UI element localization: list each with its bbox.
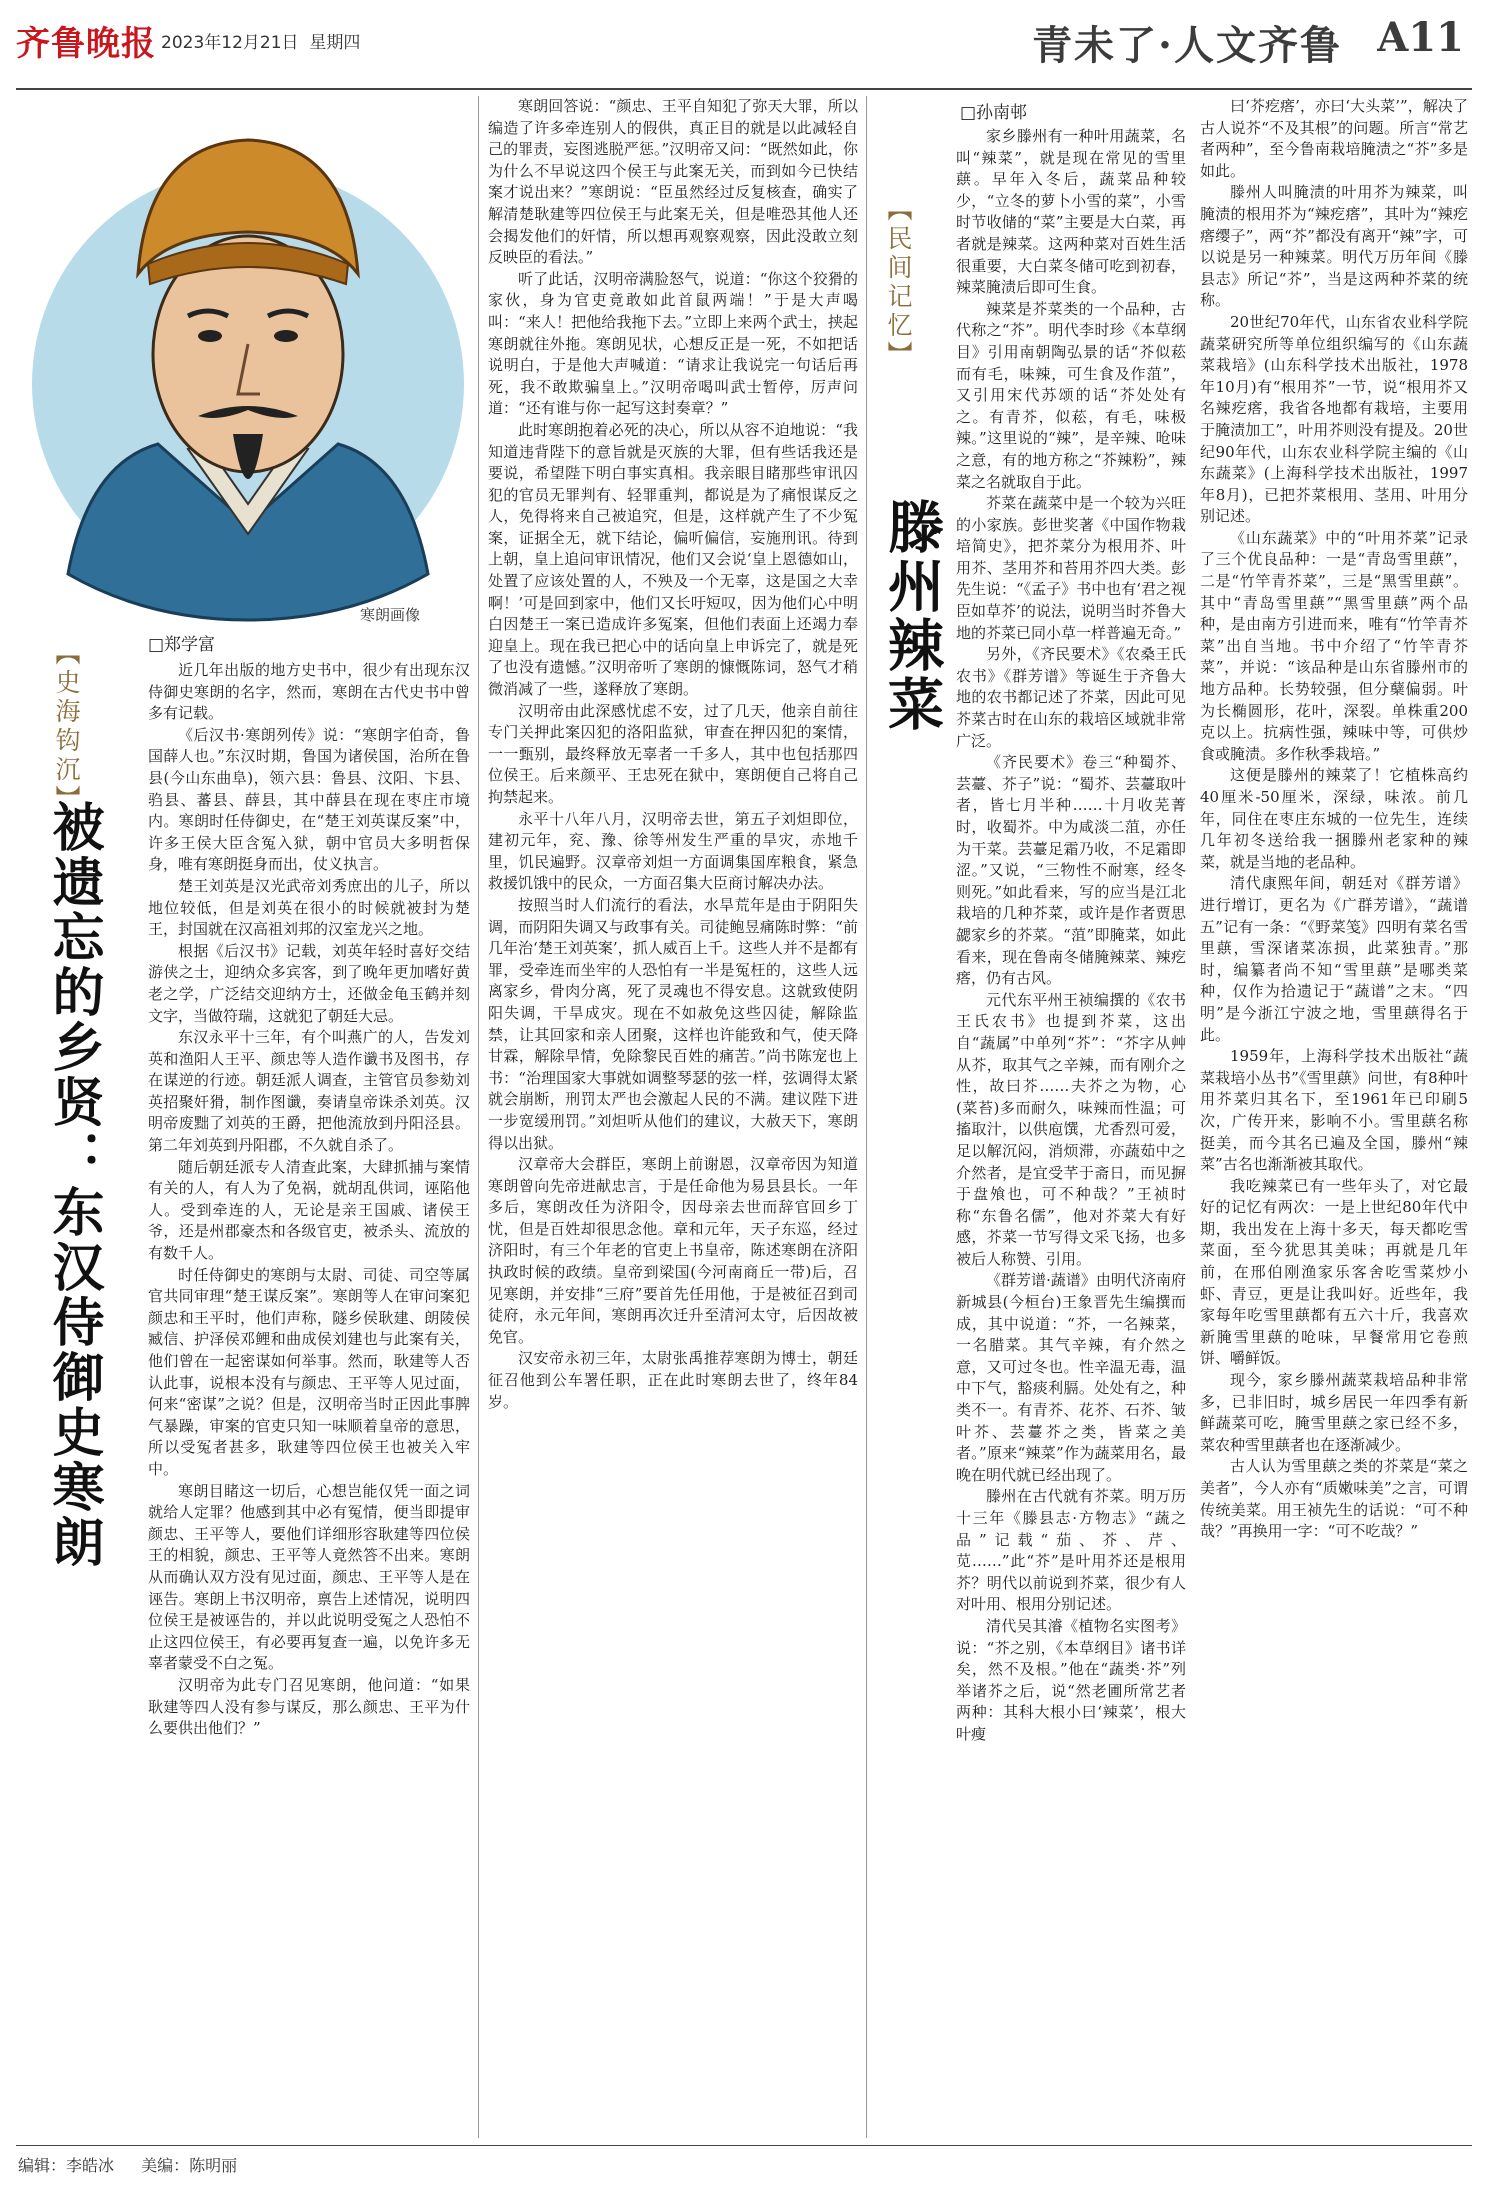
article2-title: 滕州辣菜 (879, 498, 945, 734)
paragraph: 这便是滕州的辣菜了！它植株高约40厘米-50厘米，深绿，味浓。前几年，同住在枣庄东城的一位先生，连续几年初冬送给我一捆滕州老家种的辣菜，就是当地的老品种。 (1200, 766, 1468, 871)
newspaper-logo: 齐鲁晚报 (16, 24, 156, 64)
weekday-text: 星期四 (309, 33, 361, 53)
paragraph: 曰‘芥疙瘩’，亦曰‘大头菜’”，解决了古人说芥“不及其根”的问题。所言“常艺者两种”，至今鲁南栽培腌渍之“芥”多是如此。 (1200, 97, 1468, 180)
column-divider (478, 96, 479, 2138)
article2-column-b (1200, 96, 1468, 2138)
paragraph: 《齐民要术》卷三“种蜀芥、芸薹、芥子”说：“蜀芥、芸薹取叶者，皆七月半种……十月收芜菁时，收蜀芥。中为咸淡二菹，亦任为干菜。芸薹足霜乃收，不足霜即涩。”又说，“三物性不耐寒，经冬则死。”如此看来，写的应当是江北栽培的几种芥菜，或许是作者贾思勰家乡的芥菜。“菹”即腌菜，如此看来，现在鲁南冬储腌辣菜、辣疙瘩，仍有古风。 (956, 753, 1186, 988)
paragraph: 辣菜是芥菜类的一个品种，古代称之“芥”。明代李时珍《本草纲目》引用南朝陶弘景的话“芥似菘而有毛，味辣，可生食及作菹”，又引用宋代苏颂的话“芥处处有之。有青芥，似菘，有毛，味极辣。”这里说的“辣”，是辛辣、呛味之意，有的地方称之“芥辣粉”，辣菜之名就取自于此。 (956, 299, 1186, 491)
paragraph: 永平十八年八月，汉明帝去世，第五子刘炟即位，建初元年，兖、豫、徐等州发生严重的旱灾，赤地千里，饥民遍野。汉章帝刘炟一方面调集国库粮食，紧急救援饥饿中的民众，一方面召集大臣商讨解决办法。 (488, 809, 858, 893)
paragraph: 现今，家乡滕州蔬菜栽培品种非常多，已非旧时，城乡居民一年四季有新鲜蔬菜可吃，腌雪里蕻之家已经不多，菜农种雪里蕻者也在逐渐减少。 (1200, 1371, 1468, 1454)
paragraph: 汉明帝由此深感忧虑不安，过了几天，他亲自前往专门关押此案囚犯的洛阳监狱，审查在押囚犯的案情，一一甄别，最终释放无辜者一千多人，其中也包括那四位侯王。后来颜平、王忠死在狱中，寒朗便自己将自己拘禁起来。 (488, 701, 858, 806)
top-rule (16, 88, 1472, 90)
masthead (16, 8, 1472, 80)
article1-column-a (148, 660, 470, 2138)
paragraph: 另外，《齐民要术》《农桑王氏农书》《群芳谱》等诞生于齐鲁大地的农书都记述了芥菜，因此可见芥菜古时在山东的栽培区域就非常广泛。 (956, 645, 1186, 750)
issue-date (161, 28, 360, 53)
designer-credit: 美编：陈明丽 (141, 2156, 238, 2175)
paragraph: 清代康熙年间，朝廷对《群芳谱》进行增订，更名为《广群芳谱》，“蔬谱五”记有一条：“《野菜笺》四明有菜名雪里蕻，雪深诸菜冻损，此菜独青。”那时，编纂者尚不知“雪里蕻”是哪类菜种，仅作为拾遗记于“蔬谱”之末。“四明”是今浙江宁波之地，雪里蕻得名于此。 (1200, 874, 1468, 1044)
portrait-caption: 寒朗画像 (360, 606, 421, 624)
paragraph: 古人认为雪里蕻之类的芥菜是“菜之美者”，今人亦有“质嫩味美”之言，可谓传统美菜。用王祯先生的话说：“可不种哉？”再换用一字：“可不吃哉？” (1200, 1457, 1468, 1541)
paragraph: 家乡滕州有一种叶用蔬菜，名叫“辣菜”，就是现在常见的雪里蕻。早年入冬后，蔬菜品种较少，“立冬的萝卜小雪的菜”，小雪时节收储的“菜”主要是大白菜，再者就是辣菜。这两种菜对百姓生活很重要，大白菜冬储可吃到初春，辣菜腌渍后即可生食。 (956, 127, 1186, 297)
paragraph: 此时寒朗抱着必死的决心，所以从容不迫地说：“我知道违背陛下的意旨就是灭族的大罪，但有些话我还是要说，希望陛下明白事实真相。我亲眼目睹那些审讯囚犯的官员无罪判有、轻罪重判，都说是为了痛恨谋反之人，免得将来自己被追究，但是，这样就产生了不少冤案，证据全无，就下结论，偏听偏信，妄施刑讯。待到上朝，皇上追问审讯情况，他们又会说‘皇上恩德如山，处置了应该处置的人，不殃及一个无辜，这是国之大幸啊！’可是回到家中，他们又长吁短叹，因为他们心中明白因楚王一案已造成许多冤案，但他们表面上还竭力奉迎皇上。现在我已把心中的话向皇上申诉完了，就是死了也没有遗憾。”汉明帝听了寒朗的慷慨陈词，怒气才稍微消减了一些，遂释放了寒朗。 (488, 420, 858, 699)
paragraph: 东汉永平十三年，有个叫燕广的人，告发刘英和渔阳人王平、颜忠等人造作谶书及图书，存在谋逆的行迹。朝廷派人调查，主管官员参劾刘英招聚奸猾，制作图谶，奏请皇帝诛杀刘英。汉明帝废黜了刘英的王爵，把他流放到丹阳泾县。第二年刘英到丹阳郡，不久就自杀了。 (148, 1028, 470, 1155)
article1-column-b (488, 96, 858, 2138)
editor-credit: 编辑：李皓冰 (18, 2156, 115, 2175)
paragraph: 《后汉书·寒朗列传》说：“寒朗字伯奇，鲁国薛人也。”东汉时期，鲁国为诸侯国，治所在鲁县(今山东曲阜)，领六县：鲁县、汶阳、卞县、驺县、蕃县、薛县，其中薛县在现在枣庄市境内。寒朗时任侍御史，在“楚王刘英谋反案”中，许多王侯大臣含冤入狱，朝中官员大多明哲保身，唯有寒朗挺身而出，仗义执言。 (148, 725, 470, 874)
paragraph: 《山东蔬菜》中的“叶用芥菜”记录了三个优良品种：一是“青岛雪里蕻”，二是“竹竿青芥菜”，三是“黑雪里蕻”。其中“青岛雪里蕻”“黑雪里蕻”两个品种，是由南方引进而来，唯有“竹竿青芥菜”出自当地。书中介绍了“竹竿青芥菜”，并说：“该品种是山东省滕州市的地方品种。长势较强，但分蘖偏弱。叶为长椭圆形，花叶，深裂。单株重200克以上。抗病性强，辣味中等，可供炒食或腌渍。多作秋季栽培。” (1200, 528, 1468, 763)
paragraph: 芥菜在蔬菜中是一个较为兴旺的小家族。彭世奖著《中国作物栽培简史》，把芥菜分为根用芥、叶用芥、茎用芥和苔用芥四大类。彭先生说：“《孟子》书中也有‘君之视臣如草芥’的说法，说明当时芥鲁大地的芥菜已同小草一样普遍无奇。” (956, 494, 1186, 642)
page-number: A11 (1377, 14, 1464, 61)
portrait-illustration (28, 104, 468, 624)
paragraph: 根据《后汉书》记载，刘英年轻时喜好交结游侠之士，迎纳众多宾客，到了晚年更加嗜好黄老之学，广泛结交迎纳方士，还做金龟玉鹤并刻文字，当做符瑞，这就犯了朝廷大忌。 (148, 941, 470, 1025)
paragraph: 按照当时人们流行的看法，水旱荒年是由于阴阳失调，而阴阳失调又与政事有关。司徒鲍昱痛陈时弊：“前几年治‘楚王刘英案’，抓人威百上千。这些人并不是都有罪，受牵连而坐牢的人恐怕有一半是冤枉的，这些人远离家乡，骨肉分离，死了灵魂也不得安息。这就致使阴阳失调，干旱成灾。现在不如赦免这些囚徒，解除监禁，让其回家和亲人团聚，这样也许能致和气，使天降甘霖，解除旱情，免除黎民百姓的痛苦。”尚书陈宠也上书：“治理国家大事就如调整琴瑟的弦一样，弦调得太紧就会崩断，刑罚太严也会激起人民的不满。建议陛下进一步宽缓刑罚。”刘炟听从他们的建议，大赦天下，寒朗得以出狱。 (488, 895, 858, 1152)
paragraph: 寒朗目睹这一切后，心想岂能仅凭一面之词就给人定罪？他感到其中必有冤情，便当即提审颜忠、王平等人，要他们详细形容耿建等四位侯王的相貌，颜忠、王平等人竟然答不出来。寒朗从而确认双方没有见过面，颜忠、王平等人是在诬告。寒朗上书汉明帝，禀告上述情况，说明四位侯王是被诬告的，并以此说明受冤之人恐怕不止这四位侯王，有必要再复查一遍，以免许多无辜者蒙受不白之冤。 (148, 1481, 470, 1673)
paragraph: 清代吴其濬《植物名实图考》说：“芥之别，《本草纲目》诸书详矣，然不及根。”他在“蔬类·芥”列举诸芥之后，说“然老圃所常艺者两种：其科大根小曰‘辣菜’，根大叶瘦 (956, 1616, 1186, 1743)
paragraph: 1959年，上海科学技术出版社“蔬菜栽培小丛书”《雪里蕻》问世，有8种叶用芥菜归其名下，至1961年已印刷5次，广传开来，影响不小。雪里蕻名称挺美，而今其名已遍及全国，滕州“辣菜”古名也渐渐被其取代。 (1200, 1047, 1468, 1174)
paragraph: 楚王刘英是汉光武帝刘秀庶出的儿子，所以地位较低，但是刘英在很小的时候就被封为楚王，封国就在汉高祖刘邦的汉室龙兴之地。 (148, 876, 470, 939)
paragraph: 汉安帝永初三年，太尉张禹推荐寒朗为博士，朝廷征召他到公车署任职，正在此时寒朗去世了，终年84岁。 (488, 1349, 858, 1411)
paragraph: 元代东平州王祯编撰的《农书王氏农书》也提到芥菜，这出自“蔬属”中单列“芥”：“芥字从艸从芥，取其气之辛辣，而有刚介之性，故曰芥……夫芥之为物，心(菜苔)多而耐久，味辣而性温；可搐取汁，以供庖馔，尤香烈可爱，足以解沉闷，消烦滞，亦蔬茹中之介然者，是宜受芊于斋日，而见摒于盘飧也，可不种哉？”王祯时称“东鲁名儒”，他对芥菜大有好感，芥菜一节写得文采飞扬，也多被后人称赞、引用。 (956, 990, 1186, 1268)
paragraph: 汉明帝为此专门召见寒朗，他问道：“如果耿建等四人没有参与谋反，那么颜忠、王平为什么要供出他们？” (148, 1675, 470, 1738)
article2-column-a (956, 126, 1186, 2138)
paragraph: 听了此话，汉明帝满脸怒气，说道：“你这个狡猾的家伙，身为官吏竟敢如此首鼠两端！”于是大声喝叫：“来人！把他给我拖下去。”立即上来两个武士，挟起寒朗就往外拖。寒朗见状，心想反正是一死，不如把话说明白，于是他大声喊道：“请求让我说完一句话后再死，我不敢欺骗皇上。”汉明帝喝叫武士暂停，厉声问道：“还有谁与你一起写这封奏章？” (488, 269, 858, 418)
paragraph: 《群芳谱·蔬谱》由明代济南府新城县(今桓台)王象晋先生编撰而成，其中说道：“芥，一名辣菜，一名腊菜。其气辛辣，有介然之意，又可过冬也。性辛温无毒，温中下气，豁痰利膈。处处有之，种类不一。有青芥、花芥、石芥、皱叶芥、芸薹芥之类，皆菜之美者。”原来“辣菜”作为蔬菜用名，最晚在明代就已经出现了。 (956, 1271, 1186, 1484)
paragraph: 滕州在古代就有芥菜。明万历十三年《滕县志·方物志》“蔬之品”记载“茄、芥、芹、苋……”此“芥”是叶用芥还是根用芥？明代以前说到芥菜，很少有人对叶用、根用分别记述。 (956, 1487, 1186, 1614)
bottom-rule (16, 2145, 1472, 2146)
paragraph: 寒朗回答说：“颜忠、王平自知犯了弥天大罪，所以编造了许多牵连别人的假供，真正目的就是以此减轻自己的罪责，妄图逃脱严惩。”汉明帝又问：“既然如此，你为什么不早说这四个侯王与此案无关，而到如今已快结案才说出来？”寒朗说：“臣虽然经过反复核查，确实了解清楚耿建等四位侯王与此案无关，但是唯恐其他人还会揭发他们的奸情，所以想再观察观察，因此没敢立刻反映臣的看法。” (488, 97, 858, 267)
article1-title: 被遗忘的乡贤：东汉侍御史寒朗 (43, 800, 104, 1570)
article-divider (866, 96, 867, 2138)
section-title: 青未了·人文齐鲁 (1032, 22, 1342, 69)
footer-credits (18, 2153, 259, 2176)
paragraph: 随后朝廷派专人清查此案，大肆抓捕与案情有关的人，有人为了免祸，就胡乱供词，诬陷他人。受到牵连的人，无论是亲王国戚、诸侯王爷，还是州郡豪杰和各级官吏，被杀头、流放的有数千人。 (148, 1157, 470, 1263)
paragraph: 近几年出版的地方史书中，很少有出现东汉侍御史寒朗的名字，然而，寒朗在古代史书中曾多有记载。 (148, 661, 470, 723)
paragraph: 时任侍御史的寒朗与太尉、司徒、司空等属官共同审理“楚王谋反案”。寒朗等人在审问案犯颜忠和王平时，他们声称，隧乡侯耿建、朗陵侯臧信、护泽侯邓鲤和曲成侯刘建也与此案有关，他们曾在一起密谋如何举事。然而，耿建等人否认此事，说根本没有与颜忠、王平等人见过面，何来“密谋”之说？但是，汉明帝当时正因此事脾气暴躁，审案的官吏只知一味顺着皇帝的意思，所以受冤者甚多，耿建等四位侯王也被关入牢中。 (148, 1265, 470, 1478)
paragraph: 汉章帝大会群臣，寒朗上前谢恩，汉章帝因为知道寒朗曾向先帝进献忠言，于是任命他为易县县长。一年多后，寒朗改任为济阳令，因母亲去世而辞官回乡丁忧，但是百姓却很思念他。章和元年，天子东巡，经过济阳时，有三个年老的官吏上书皇帝，陈述寒朗在济阳执政时候的政绩。皇帝到梁国(今河南商丘一带)后，召见寒朗，并安排“三府”要首先任用他，于是被征召到司徒府，永元年间，寒朗再次迁升至清河太守，后因故被免官。 (488, 1155, 858, 1346)
date-text: 2023年12月21日 (161, 33, 299, 53)
column-tag-folk: 【民间记忆】 (884, 196, 913, 370)
article2-author: □孙南邨 (960, 103, 1028, 123)
column-tag-history: 【史海钩沉】 (52, 640, 81, 814)
paragraph: 20世纪70年代，山东省农业科学院蔬菜研究所等单位组织编写的《山东蔬菜栽培》(山东科学技术出版社，1978年10月)有“根用芥”一节，说“根用芥又名辣疙瘩，我省各地都有栽培，主要用于腌渍加工”，叶用芥则没有提及。20世纪90年代，山东农业科学院主编的《山东蔬菜》(上海科学技术出版社，1997年8月)，已把芥菜根用、茎用、叶用分别记述。 (1200, 312, 1468, 526)
article1-author: □郑学富 (148, 635, 216, 655)
paragraph: 滕州人叫腌渍的叶用芥为辣菜，叫腌渍的根用芥为“辣疙瘩”，其叶为“辣疙瘩缨子”，两“芥”都没有离开“辣”字，可以说是另一种辣菜。明代万历年间《滕县志》所记“芥”，当是这两种芥菜的统称。 (1200, 183, 1468, 310)
paragraph: 我吃辣菜已有一些年头了，对它最好的记忆有两次：一是上世纪80年代中期，我出发在上海十多天，每天都吃雪菜面，至今犹思其美味；再就是几年前，在邢伯刚渔家乐客舍吃雪菜炒小虾、青豆，更是让我叫好。近些年，我家每年吃雪里蕻都有五六十斤，我喜欢新腌雪里蕻的呛味，早餐常用它卷煎饼、嚼鲜饭。 (1200, 1176, 1468, 1368)
